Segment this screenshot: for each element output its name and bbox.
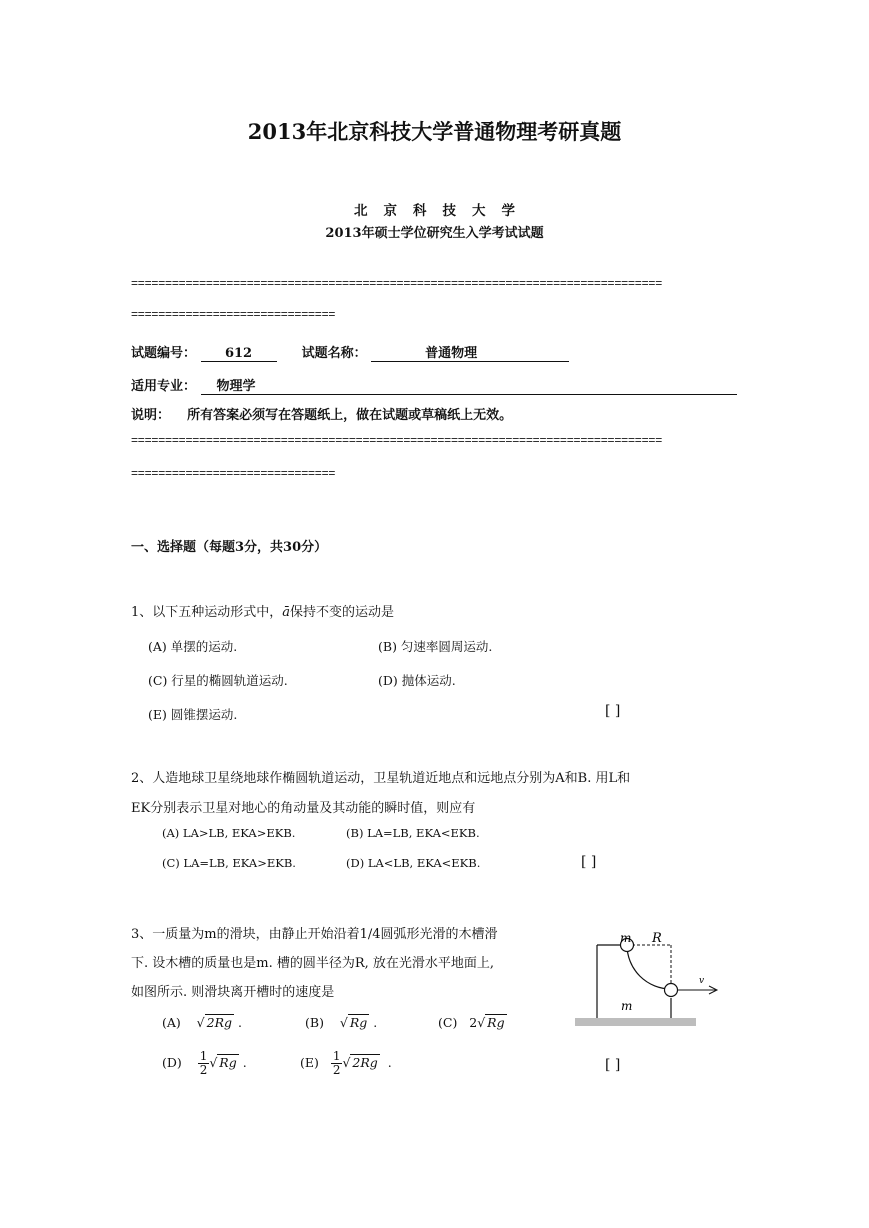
slider-block-bottom — [665, 984, 678, 997]
exam-name-value: 普通物理 — [371, 342, 569, 362]
q2-option-a: (A) LA>LB, EKA>EKB. — [162, 826, 296, 840]
question-3-line-2: 下. 设木槽的质量也是m. 槽的圆半径为R, 放在光滑水平地面上, — [131, 956, 495, 971]
separator-line: ============================== — [131, 307, 336, 321]
mass-label-top: m — [620, 931, 632, 945]
q1-option-e: (E) 圆锥摆运动. — [148, 707, 238, 722]
q3-option-b: (B) √ Rg . — [305, 1015, 378, 1030]
exam-code-row — [131, 342, 569, 362]
page-title: 2013年北京科技大学普通物理考研真题 — [247, 119, 622, 144]
section-heading: 一、选择题（每题3分，共30分） — [131, 540, 328, 555]
exam-subtitle: 2013年硕士学位研究生入学考试试题 — [325, 226, 544, 241]
major-row — [131, 375, 737, 395]
question-3-line-1: 3、一质量为m的滑块，由静止开始沿着1/4圆弧形光滑的木槽滑 — [131, 927, 498, 942]
mass-label-bottom: m — [621, 999, 633, 1013]
q2-option-d: (D) LA<LB, EKA<EKB. — [346, 856, 481, 870]
q2-option-b: (B) LA=LB, EKA<EKB. — [346, 826, 480, 840]
q3-option-a: (A) √ 2Rg . — [162, 1015, 242, 1030]
answer-bracket: [ ] — [581, 854, 597, 870]
major-value: 物理学 — [201, 375, 737, 395]
q3-option-e: (E) $\frac{1}{2}$ √ 2Rg . — [300, 1049, 392, 1077]
separator-line: ============================== — [131, 466, 336, 480]
q1-option-a: (A) 单摆的运动. — [148, 639, 238, 654]
question-3-line-3: 如图所示. 则滑块离开槽时的速度是 — [131, 985, 335, 1000]
acceleration-vector-symbol: ā — [282, 605, 291, 620]
sliding-block-figure — [570, 928, 720, 1030]
q1-option-c: (C) 行星的椭圆轨道运动. — [148, 673, 288, 688]
exam-code-value: 612 — [201, 346, 277, 362]
ground — [575, 1018, 696, 1026]
velocity-label: v — [699, 976, 705, 986]
q2-option-c: (C) LA=LB, EKA>EKB. — [162, 856, 296, 870]
answer-bracket: [ ] — [605, 703, 621, 719]
q3-option-c: (C) 2√ Rg — [438, 1015, 505, 1030]
radius-label: R — [652, 931, 662, 946]
note-label: 说明： — [131, 408, 171, 423]
q1-option-b: (B) 匀速率圆周运动. — [378, 639, 493, 654]
exam-code-label: 试题编号： — [131, 346, 197, 361]
exam-name-label: 试题名称： — [301, 346, 367, 361]
question-2-line-2: EK分别表示卫星对地心的角动量及其动能的瞬时值，则应有 — [131, 801, 476, 816]
question-2-line-1: 2、人造地球卫星绕地球作椭圆轨道运动，卫星轨道近地点和远地点分别为A和B. 用L和 — [131, 771, 631, 786]
question-1-stem: 1、以下五种运动形式中，ā保持不变的运动是 — [131, 605, 395, 620]
separator-line: ============================================================================== — [131, 276, 663, 290]
answer-bracket: [ ] — [605, 1057, 621, 1073]
q1-option-d: (D) 抛体运动. — [378, 673, 456, 688]
note-text: 所有答案必须写在答题纸上，做在试题或草稿纸上无效。 — [187, 408, 513, 423]
note-row — [131, 404, 512, 423]
university-name: 北京科技大学 — [354, 203, 531, 219]
separator-line: ============================================================================== — [131, 433, 663, 447]
q3-option-d: (D) $\frac{1}{2}$ √ Rg . — [162, 1049, 247, 1077]
quarter-arc-track — [627, 945, 671, 989]
major-label: 适用专业： — [131, 379, 197, 394]
